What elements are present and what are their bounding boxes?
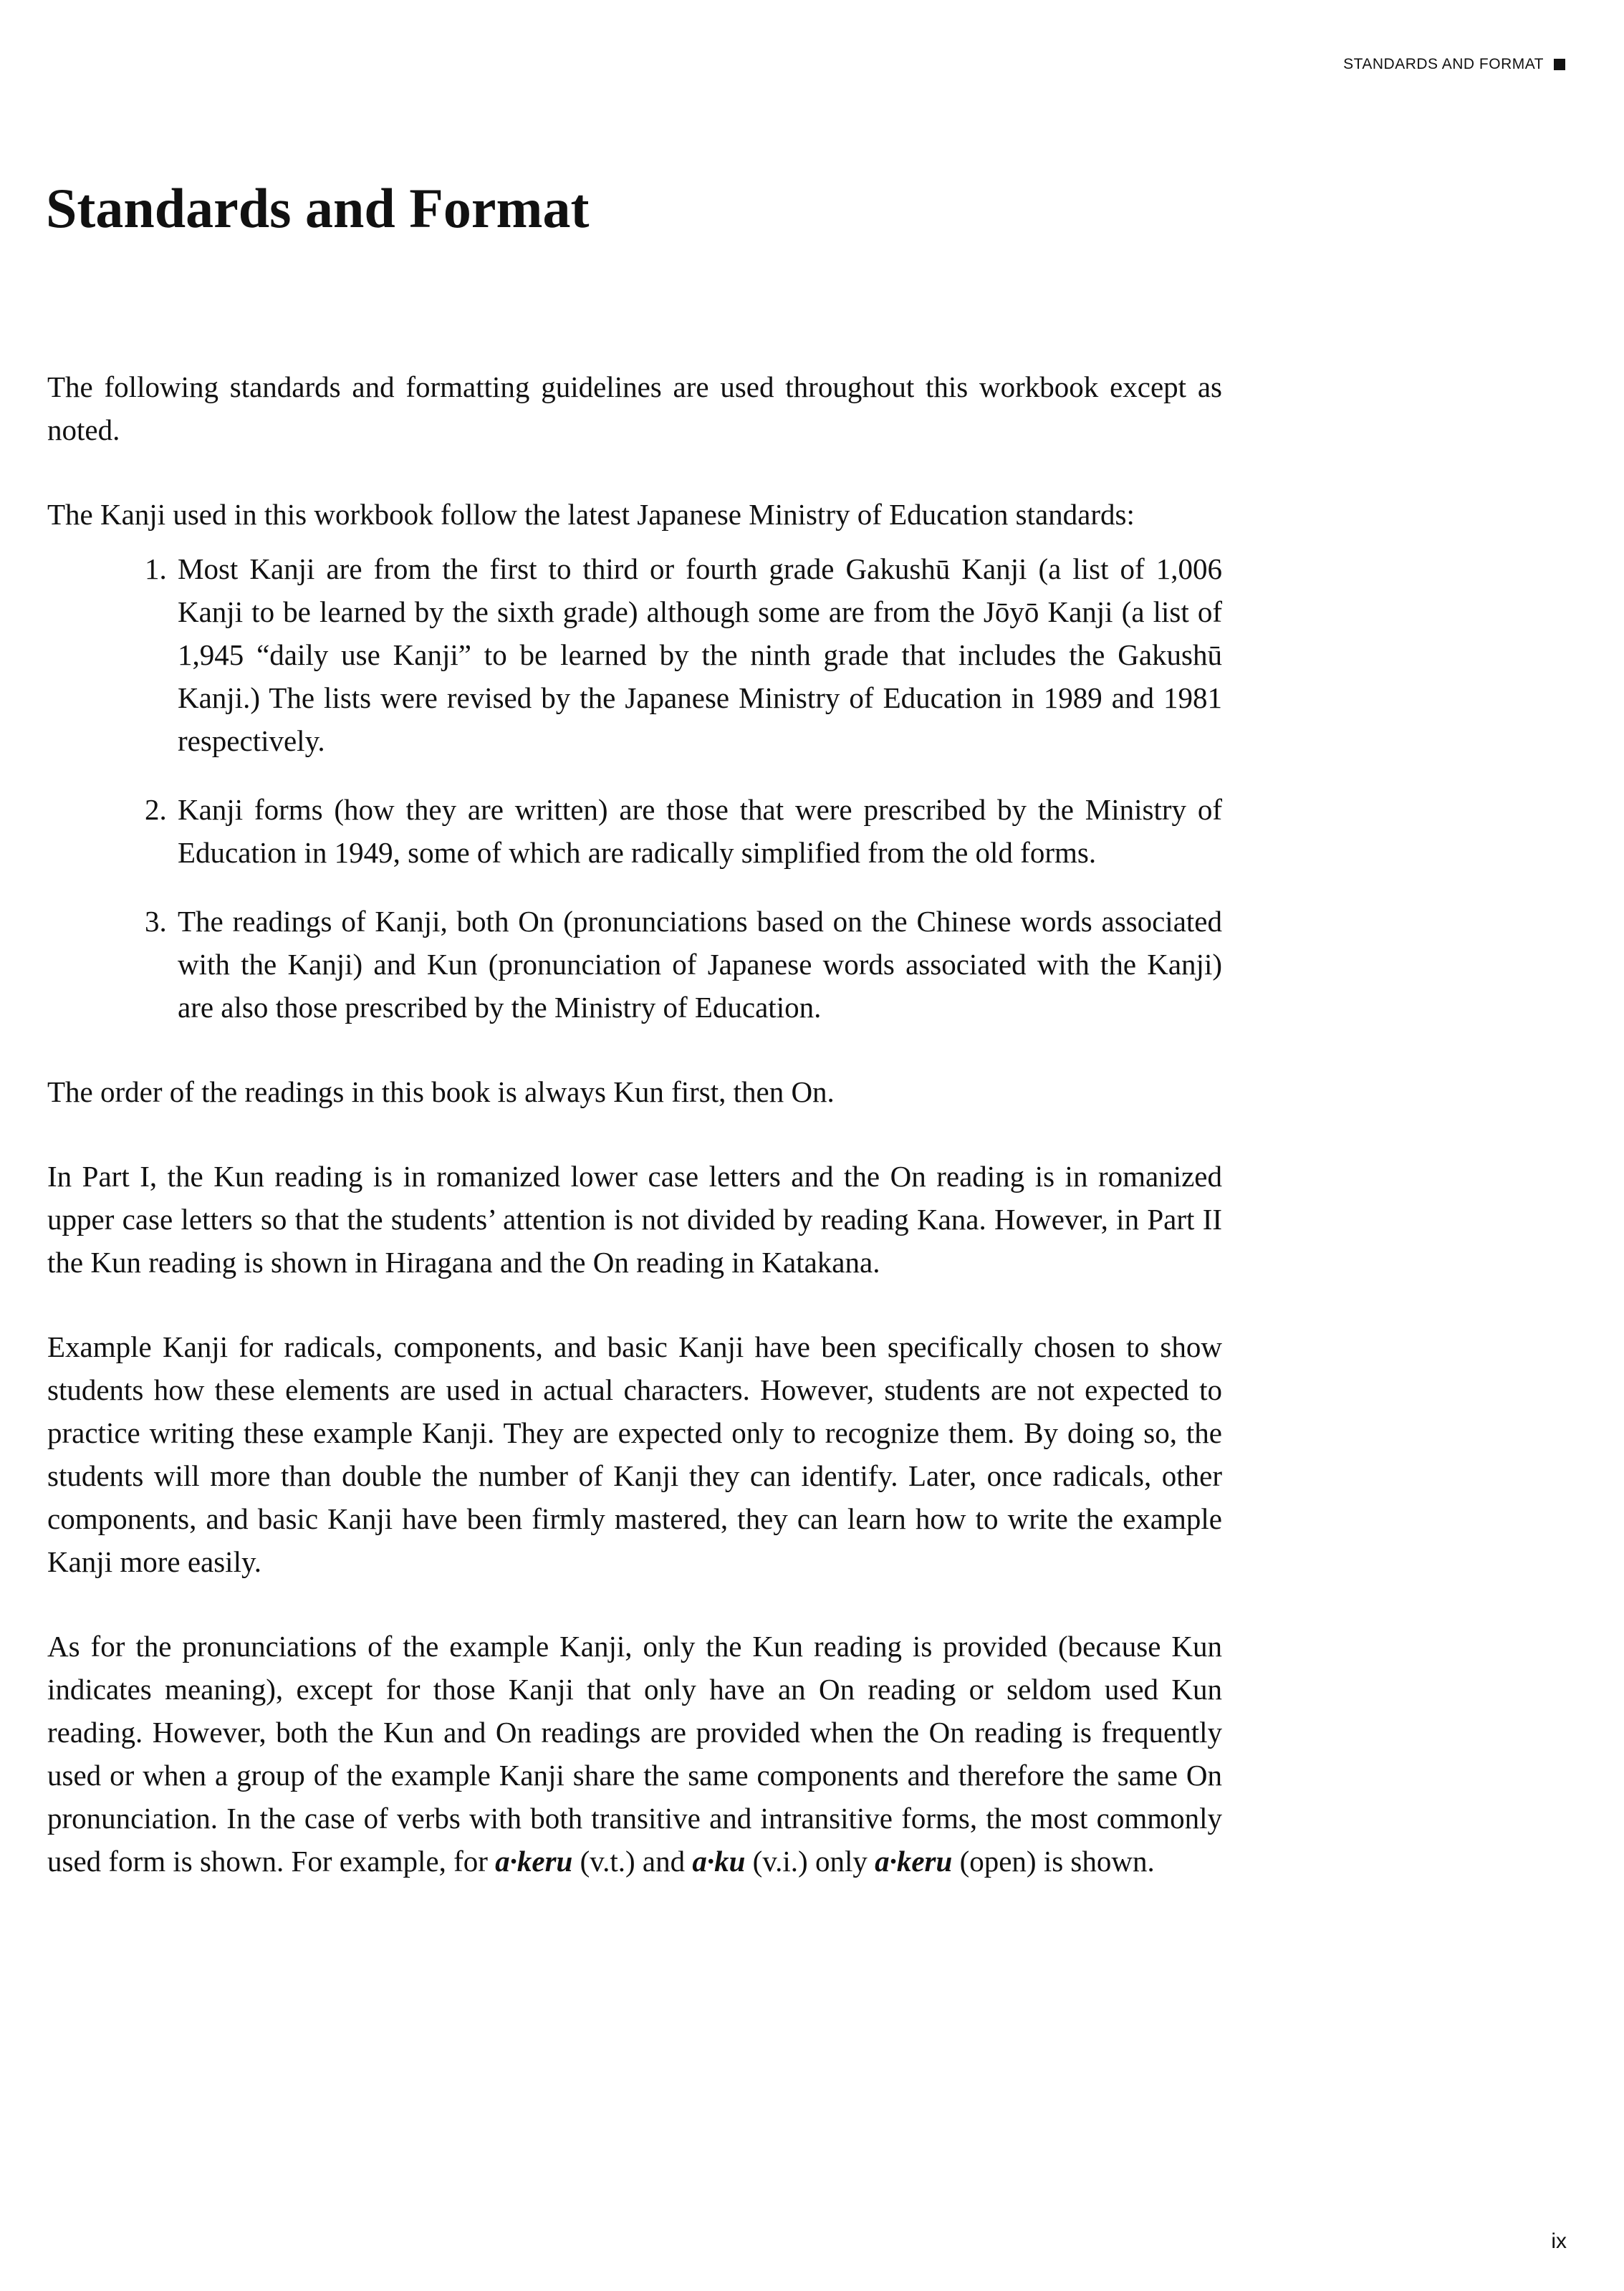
list-item-text: Kanji forms (how they are written) are those that were prescribed by the Ministry of Education in 1949, some of which are radically simplified from the old forms. [178, 793, 1222, 869]
page-number: ix [1551, 2229, 1567, 2253]
pronunciations-text-d: (open) is shown. [959, 1845, 1155, 1878]
example-verb-aku: a·ku [692, 1845, 746, 1878]
paragraph-intro: The following standards and formatting guidelines are used throughout this workbook except as noted. [47, 370, 1222, 446]
paragraph-reading-order: The order of the readings in this book is always Kun first, then On. [47, 1075, 835, 1108]
paragraph-romanization: In Part I, the Kun reading is in romanized lower case letters and the On reading is in romanized upper case letters so that the students’ attention is not divided by reading Kana. However, in Part II the Kun reading is shown in Hiragana and the On reading in Katakana. [47, 1160, 1222, 1279]
body-text [47, 365, 1222, 1924]
paragraph-kanji-standards: The Kanji used in this workbook follow the latest Japanese Ministry of Education standards: [47, 498, 1135, 531]
list-item-number: 1. [145, 552, 167, 585]
square-marker-icon [1554, 59, 1565, 70]
pronunciations-text-a: As for the pronunciations of the example Kanji, only the Kun reading is provided (because Kun indicates meaning), except for those Kanji that only have an On reading or seldom used Kun reading. However, both the Kun and On readings are provided when the On reading is frequently used or when a group of the example Kanji share the same components and therefore the same On pronunciation. In the case of verbs with both transitive and intransitive forms, the most commonly used form is shown. For example, for [47, 1630, 1222, 1878]
example-verb-akeru: a·keru [495, 1845, 573, 1878]
list-item-number: 3. [145, 905, 167, 938]
running-head [1343, 56, 1565, 73]
paragraph-example-kanji: Example Kanji for radicals, components, and basic Kanji have been specifically chosen to show students how these elements are used in actual characters. However, students are not expected to practice writing these example Kanji. They are expected only to recognize them. By doing so, the students will more than double the number of Kanji they can identify. Later, once radicals, other components, and basic Kanji have been firmly mastered, they can learn how to write the example Kanji more easily. [47, 1330, 1222, 1578]
pronunciations-text-b: (v.t.) and [580, 1845, 686, 1878]
example-verb-akeru-shown: a·keru [875, 1845, 953, 1878]
standards-list [47, 547, 1222, 1029]
running-head-text: STANDARDS AND FORMAT [1343, 56, 1544, 72]
pronunciations-text-c: (v.i.) only [752, 1845, 868, 1878]
list-item [47, 788, 1222, 874]
list-item-text: Most Kanji are from the first to third or fourth grade Gakushū Kanji (a list of 1,006 Kanji to be learned by the sixth grade) although some are from the Jōyō Kanji (a list of 1,945 “daily use Kanji” to be learned by the ninth grade that includes the Gakushū Kanji.) The lists were revised by the Japanese Ministry of Education in 1989 and 1981 respectively. [178, 552, 1222, 757]
page-title: Standards and Format [46, 177, 590, 239]
list-item [47, 547, 1222, 762]
paragraph-pronunciations [47, 1625, 1222, 1883]
list-item [47, 900, 1222, 1029]
list-item-text: The readings of Kanji, both On (pronunciations based on the Chinese words associated with the Kanji) and Kun (pronunciation of Japanese words associated with the Kanji) are also those prescribed by the Ministry of Education. [178, 905, 1222, 1024]
list-item-number: 2. [145, 793, 167, 826]
